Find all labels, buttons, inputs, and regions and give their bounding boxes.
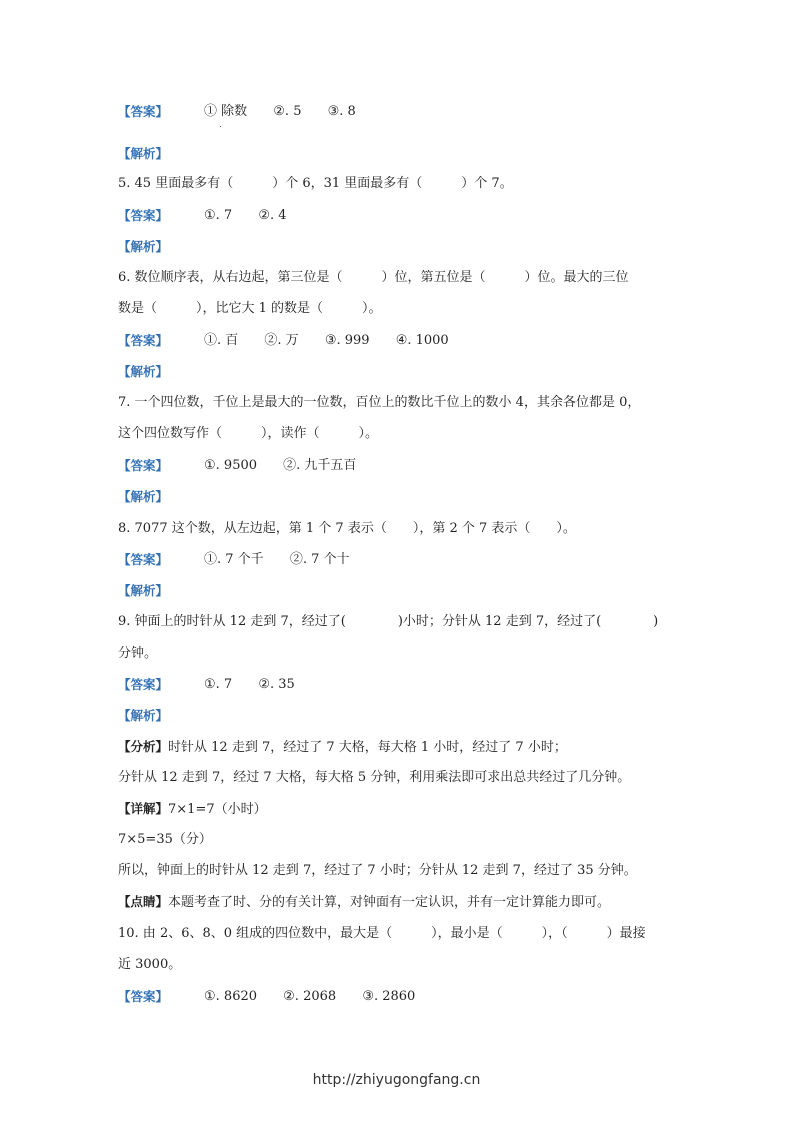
answer-label: 【答案】 (118, 208, 169, 223)
answer-item: ③. 8 (327, 104, 356, 119)
answer-label: 【答案】 (118, 104, 169, 119)
question-10-line1: 10. 由 2、6、8、0 组成的四位数中，最大是（ ），最小是（ ），（ ）最接 (118, 926, 646, 941)
question-6-line2: 数是（ ），比它大 1 的数是（ ）。 (118, 301, 382, 316)
answer-items (204, 677, 317, 693)
analysis-label-q9: 【解析】 (118, 708, 169, 723)
answer-item: ②. 九千五百 (283, 458, 357, 473)
answer-label: 【答案】 (118, 552, 169, 567)
answer-label: 【答案】 (118, 458, 169, 473)
dianjing-line (118, 894, 610, 911)
analysis-label-q4: 【解析】 (118, 146, 169, 161)
answer-items (204, 208, 309, 224)
question-5: 5. 45 里面最多有（ ）个 6，31 里面最多有（ ）个 7。 (118, 176, 513, 191)
answer-row-q7 (118, 458, 357, 475)
answer-items (204, 458, 378, 474)
xiangjie-line1 (118, 801, 267, 818)
fenxi-label: 【分析】 (118, 739, 169, 754)
answer-row-q5 (118, 208, 287, 225)
answer-row-q10 (118, 989, 416, 1006)
fenxi-line2: 分针从 12 走到 7，经过 7 大格，每大格 5 分钟，利用乘法即可求出总共经过了几分钟。 (118, 770, 631, 785)
answer-item: ①. 7 (204, 677, 233, 692)
answer-item: ②. 7 个十 (289, 552, 350, 567)
answer-items (204, 104, 378, 120)
conclusion-line: 所以，钟面上的时针从 12 走到 7，经过了 7 小时；分针从 12 走到 7，经过了 35 分钟。 (118, 863, 637, 878)
question-7-line1: 7. 一个四位数，千位上是最大的一位数，百位上的数比千位上的数小 4，其余各位都是 0， (118, 395, 641, 410)
answer-item: ②. 2068 (283, 989, 337, 1004)
analysis-label-q5: 【解析】 (118, 239, 169, 254)
question-8: 8. 7077 这个数，从左边起，第 1 个 7 表示（ ），第 2 个 7 表示（ ）。 (118, 521, 576, 536)
answer-item: ①. 7 个千 (204, 552, 264, 567)
question-6-line1: 6. 数位顺序表，从右边起，第三位是（ ）位，第五位是（ ）位。最大的三位 (118, 270, 629, 285)
answer-item: ①. 百 (204, 333, 239, 348)
answer-row-q9 (118, 677, 295, 694)
answer-item: ③. 999 (324, 333, 370, 348)
answer-items (204, 552, 371, 568)
answer-item: ①. 7 (204, 208, 233, 223)
answer-item: ④. 1000 (395, 333, 449, 348)
answer-item: ②. 35 (258, 677, 295, 692)
answer-items (204, 333, 471, 349)
answer-items (204, 989, 437, 1005)
answer-row-q4 (118, 104, 356, 121)
dianjing-text: 本题考查了时、分的有关计算，对钟面有一定认识，并有一定计算能力即可。 (168, 895, 611, 910)
answer-item: ②. 5 (273, 104, 302, 119)
answer-item: ③. 2860 (362, 989, 416, 1004)
answer-item: ①. 9500 (204, 458, 258, 473)
xiangjie-line2: 7×5=35（分） (118, 832, 212, 847)
xiangjie-label: 【详解】 (118, 801, 169, 816)
analysis-label-q8: 【解析】 (118, 583, 169, 598)
answer-item: ①. 8620 (204, 989, 258, 1004)
question-10-line2: 近 3000。 (118, 957, 182, 972)
answer-label: 【答案】 (118, 677, 169, 692)
analysis-label-q7: 【解析】 (118, 489, 169, 504)
xiangjie-text: 7×1=7（小时） (168, 802, 267, 817)
footer-url[interactable]: http://zhiyugongfang.cn (312, 1072, 481, 1088)
answer-item: ②. 4 (258, 208, 287, 223)
answer-row-q8 (118, 552, 350, 569)
question-9-line2: 分钟。 (118, 646, 158, 661)
answer-label: 【答案】 (118, 989, 169, 1004)
answer-row-q6 (118, 333, 449, 350)
question-7-line2: 这个四位数写作（ ），读作（ ）。 (118, 426, 379, 441)
dianjing-label: 【点睛】 (118, 894, 169, 909)
analysis-label-q6: 【解析】 (118, 364, 169, 379)
question-9-line1: 9. 钟面上的时针从 12 走到 7，经过了( )小时；分针从 12 走到 7，经过了( ) (118, 614, 659, 629)
fenxi-text: 时针从 12 走到 7，经过了 7 大格，每大格 1 小时，经过了 7 小时； (168, 740, 567, 755)
answer-label: 【答案】 (118, 333, 169, 348)
answer-item: ②. 万 (264, 333, 299, 348)
stray-dot (220, 126, 221, 127)
fenxi-line1 (118, 739, 567, 756)
answer-item: ① 除数 (204, 104, 248, 119)
